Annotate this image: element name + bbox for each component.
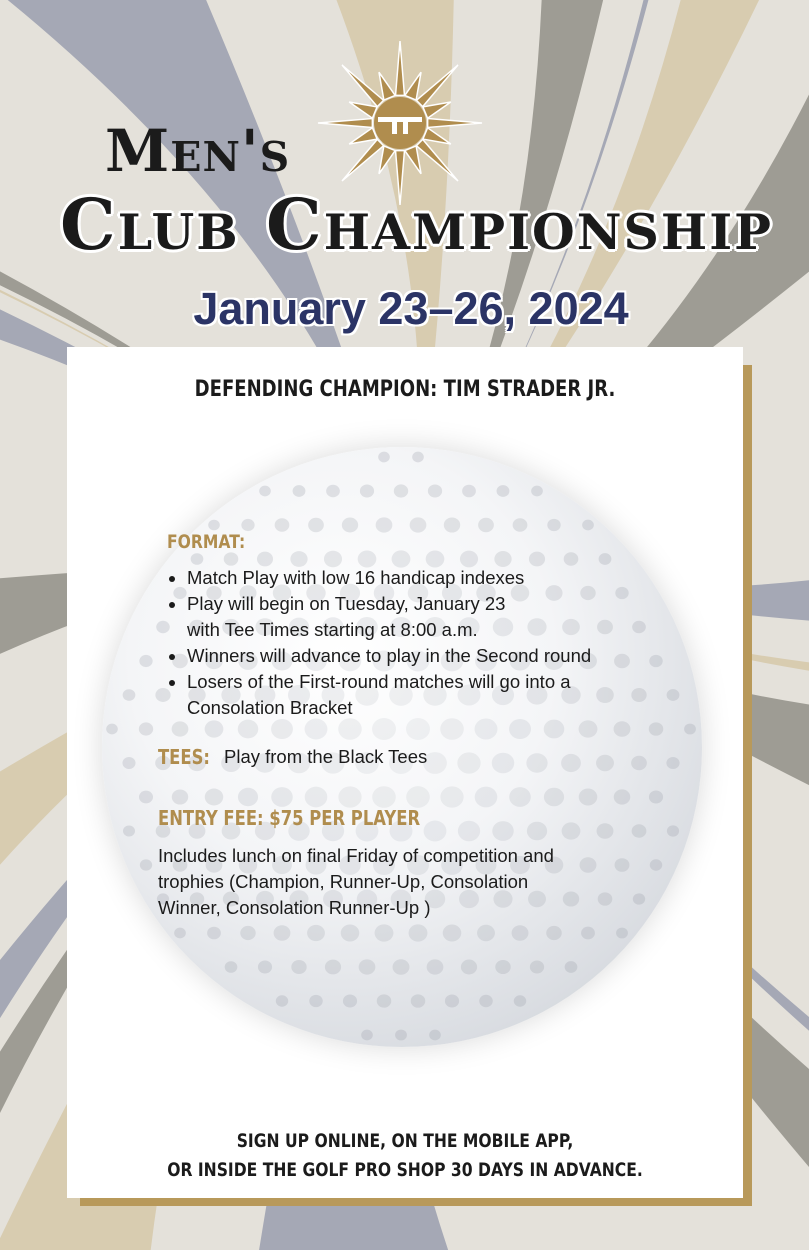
entry-fee-heading: ENTRY FEE: $75 PER PLAYER: [158, 806, 421, 830]
title-mens: Men's: [105, 117, 291, 185]
tees-value: Play from the Black Tees: [224, 746, 428, 767]
event-dates: January 23–26, 2024: [193, 283, 629, 334]
defending-champion: DEFENDING CHAMPION: TIM STRADER JR.: [194, 377, 616, 402]
signup-line-2: OR INSIDE THE GOLF PRO SHOP 30 DAYS IN ADVANCE.: [167, 1159, 643, 1181]
signup-line-1: SIGN UP ONLINE, ON THE MOBILE APP,: [236, 1130, 574, 1152]
format-list: [167, 565, 657, 721]
info-card: [67, 347, 743, 1198]
list-item: • Losers of the First-round matches will go into a Consolation Bracket: [187, 669, 617, 721]
entry-fee-details: Includes lunch on final Friday of competition and trophies (Champion, Runner-Up, Consolation Winner, Consolation Runner-Up ): [158, 845, 554, 918]
list-item: • Play will begin on Tuesday, January 23 with Tee Times starting at 8:00 a.m.: [187, 591, 542, 643]
tees-heading: TEES:: [158, 745, 210, 769]
list-item: • Winners will advance to play in the Second round: [187, 643, 657, 669]
signup-instructions: [128, 1127, 682, 1185]
title-club-championship: Club Championship: [60, 183, 773, 266]
format-heading: FORMAT:: [167, 531, 246, 553]
list-item: • Match Play with low 16 handicap indexes: [187, 565, 657, 591]
